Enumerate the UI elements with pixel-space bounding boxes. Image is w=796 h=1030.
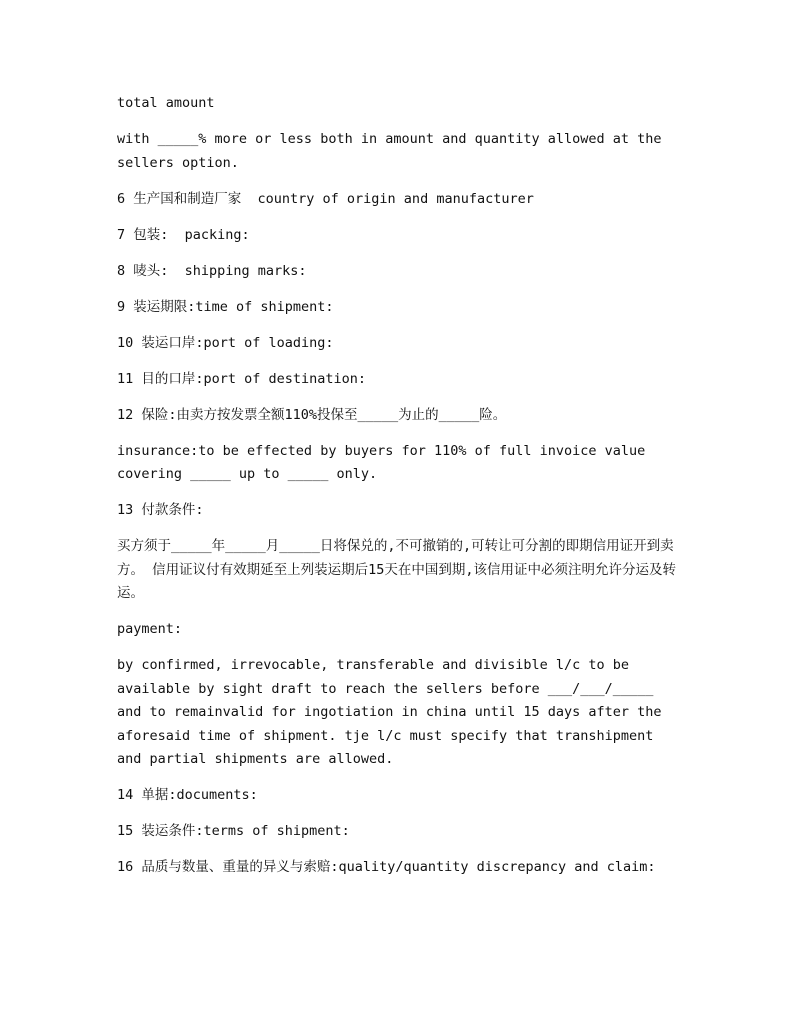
clause-13-payment-cn: 买方须于_____年_____月_____日将保兑的,不可撤销的,可转让可分割的即期信用证开到卖方。 信用证议付有效期延至上列装运期后15天在中国到期,该信用证中必须注明允许分运及转运。 [117,538,677,601]
clause-8-shipping-marks: 8 唛头: shipping marks: [117,262,307,279]
clause-15-terms-of-shipment: 15 装运条件:terms of shipment: [117,823,350,839]
clause-12-insurance-en: insurance:to be effected by buyers for 110% of full invoice value covering _____ up to _____ only. [117,442,654,482]
clause-16-claims: 16 品质与数量、重量的异义与索赔:quality/quantity discrepancy and claim: [117,859,656,875]
document-page [117,92,677,892]
clause-7-packing: 7 包装: packing: [117,226,250,243]
clause-9-time-of-shipment: 9 装运期限:time of shipment: [117,298,334,315]
clause-13-payment-title: 13 付款条件: [117,502,204,518]
clause-6-origin: 6 生产国和制造厂家 country of origin and manufacturer [117,190,534,207]
tolerance-clause: with _____% more or less both in amount and quantity allowed at the sellers option. [117,131,670,171]
clause-11-port-of-destination: 11 目的口岸:port of destination: [117,370,367,387]
clause-12-insurance-cn: 12 保险:由卖方按发票全额110%投保至_____为止的_____险。 [117,406,507,423]
clause-13-payment-en: by confirmed, irrevocable, transferable and divisible l/c to be available by sight draft to reach the sellers before ___/___/_____ and to remainvalid for ingotiation in china until 15 days after the aforesaid time of shipment. tje l/c must specify that transhipment and partial shipments are allowed. [117,657,670,767]
clause-14-documents: 14 单据:documents: [117,787,258,803]
total-amount-line: total amount [117,95,215,111]
payment-label: payment: [117,621,183,637]
clause-10-port-of-loading: 10 装运口岸:port of loading: [117,334,334,351]
